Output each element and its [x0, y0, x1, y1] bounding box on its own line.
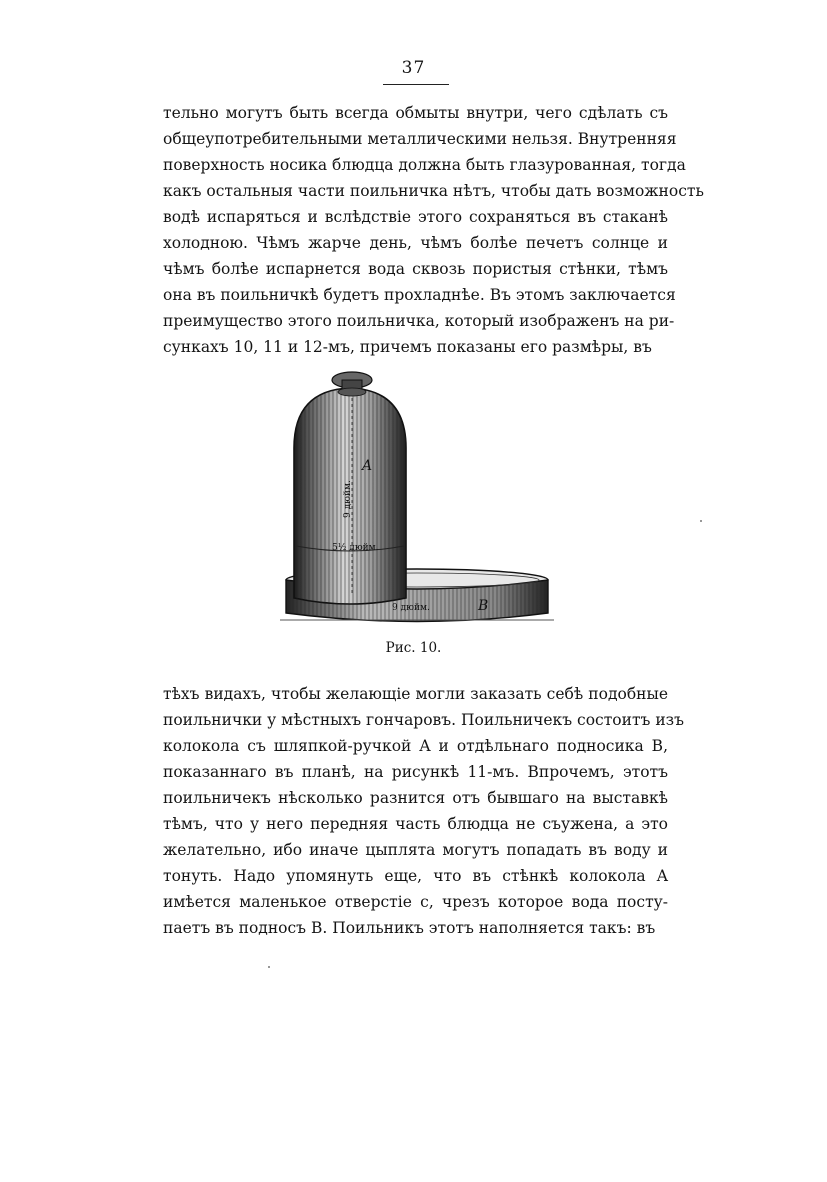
text-line: холодною. Чѣмъ жарче день, чѣмъ болѣе печетъ солнце и	[163, 234, 668, 252]
text-line: чѣмъ болѣе испарнется вода сквозь пористыя стѣнки, тѣмъ	[163, 260, 668, 278]
paragraph-top	[163, 100, 704, 360]
text-line: поильничекъ нѣсколько разнится отъ бывшаго на выставкѣ	[163, 789, 668, 807]
text-line: показаннаго въ планѣ, на рисункѣ 11-мъ. Впрочемъ, этотъ	[163, 763, 668, 781]
text-line: какъ остальныя части поильничка нѣтъ, чтобы дать возможность	[163, 182, 704, 200]
text-line: паетъ въ подносъ B. Поильникъ этотъ наполняется такъ: въ	[163, 919, 656, 937]
text-line: поильнички у мѣстныхъ гончаровъ. Поильничекъ состоитъ изъ	[163, 711, 684, 729]
text-line: сункахъ 10, 11 и 12-мъ, причемъ показаны его размѣры, въ	[163, 338, 652, 356]
label-a: A	[362, 458, 373, 474]
text-line: она въ поильничкѣ будетъ прохладнѣе. Въ этомъ заключается	[163, 286, 676, 304]
text-line: тѣмъ, что у него передняя часть блюдца не съужена, а это	[163, 815, 668, 833]
text-line: тельно могутъ быть всегда обмыты внутри, чего сдѣлать съ	[163, 104, 668, 122]
text-line: тонуть. Надо упомянуть еще, что въ стѣнкѣ колокола A	[163, 867, 668, 885]
label-width-dimension: 5½ дюйм.	[332, 543, 379, 553]
text-line: преимущество этого поильничка, который изображенъ на ри-	[163, 312, 675, 330]
figure-caption: Рис. 10.	[385, 640, 442, 656]
page-number: 37	[401, 58, 426, 78]
page-number-rule	[383, 84, 449, 85]
scan-speck	[700, 520, 702, 522]
scan-speck	[268, 966, 270, 968]
figure-waterer-illustration	[272, 358, 562, 630]
text-line: желательно, ибо иначе цыплята могутъ попадать въ воду и	[163, 841, 668, 859]
text-line: общеупотребительными металлическими нельзя. Внутренняя	[163, 130, 677, 148]
waterer-drawing	[272, 358, 562, 630]
label-height-dimension: 9 дюйм.	[343, 480, 353, 518]
label-b: B	[478, 598, 489, 614]
label-base-dimension: 9 дюйм.	[392, 603, 430, 613]
text-line: имѣется маленькое отверстіе c, чрезъ которое вода посту-	[163, 893, 668, 911]
paragraph-bottom	[163, 681, 684, 941]
text-line: водѣ испаряться и вслѣдствіе этого сохраняться въ стаканѣ	[163, 208, 668, 226]
text-line: поверхность носика блюдца должна быть глазурованная, тогда	[163, 156, 686, 174]
text-line: колокола съ шляпкой-ручкой A и отдѣльнаго подносика B,	[163, 737, 668, 755]
text-line: тѣхъ видахъ, чтобы желающіе могли заказать себѣ подобные	[163, 685, 668, 703]
